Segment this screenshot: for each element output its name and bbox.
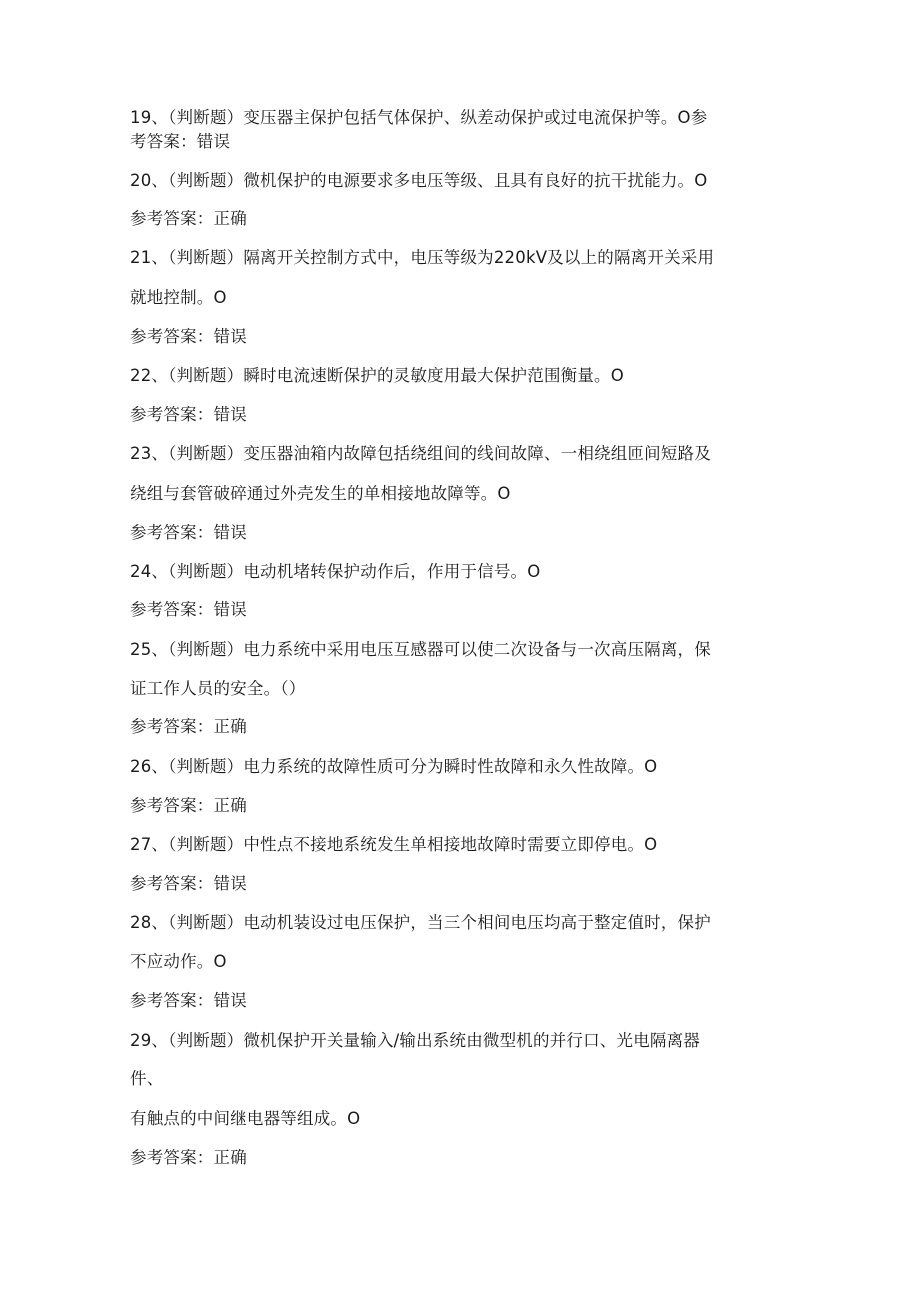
question-21-answer: 参考答案：错误	[130, 327, 247, 346]
question-23-line-2: 绕组与套管破碎通过外壳发生的单相接地故障等。O	[130, 484, 511, 503]
question-27-line-1: 27、（判断题）中性点不接地系统发生单相接地故障时需要立即停电。O	[130, 835, 658, 854]
question-26-line-1: 26、（判断题）电力系统的故障性质可分为瞬时性故障和永久性故障。O	[130, 757, 658, 776]
question-23-line-1: 23、（判断题）变压器油箱内故障包括绕组间的线间故障、一相绕组匝间短路及	[130, 444, 711, 463]
question-28-line-2: 不应动作。O	[130, 952, 227, 971]
question-19-line-2: 考答案：错误	[130, 132, 231, 151]
question-19-line-1: 19、（判断题）变压器主保护包括气体保护、纵差动保护或过电流保护等。O参	[130, 108, 708, 127]
question-23-answer: 参考答案：错误	[130, 523, 247, 542]
question-26-answer: 参考答案：正确	[130, 796, 247, 815]
question-29-line-2: 件、	[130, 1069, 164, 1088]
question-28-answer: 参考答案：错误	[130, 991, 247, 1010]
question-25-line-1: 25、（判断题）电力系统中采用电压互感器可以使二次设备与一次高压隔离，保	[130, 640, 711, 659]
question-25-line-2: 证工作人员的安全。（）	[130, 679, 306, 698]
question-22-answer: 参考答案：错误	[130, 405, 247, 424]
question-24-line-1: 24、（判断题）电动机堵转保护动作后，作用于信号。O	[130, 562, 541, 581]
question-27-answer: 参考答案：错误	[130, 874, 247, 893]
question-20-line-1: 20、（判断题）微机保护的电源要求多电压等级、且具有良好的抗干扰能力。O	[130, 171, 708, 190]
question-25-answer: 参考答案：正确	[130, 717, 247, 736]
question-29-answer: 参考答案：正确	[130, 1148, 247, 1167]
question-28-line-1: 28、（判断题）电动机装设过电压保护，当三个相间电压均高于整定值时，保护	[130, 913, 711, 932]
question-29-line-1: 29、（判断题）微机保护开关量输入/输出系统由微型机的并行口、光电隔离器	[130, 1031, 701, 1050]
question-20-answer: 参考答案：正确	[130, 209, 247, 228]
question-29-line-3: 有触点的中间继电器等组成。O	[130, 1109, 361, 1128]
question-22-line-1: 22、（判断题）瞬时电流速断保护的灵敏度用最大保护范围衡量。O	[130, 366, 624, 385]
question-24-answer: 参考答案：错误	[130, 600, 247, 619]
question-21-line-2: 就地控制。O	[130, 288, 227, 307]
question-21-line-1: 21、（判断题）隔离开关控制方式中，电压等级为220kV及以上的隔离开关采用	[130, 248, 715, 267]
